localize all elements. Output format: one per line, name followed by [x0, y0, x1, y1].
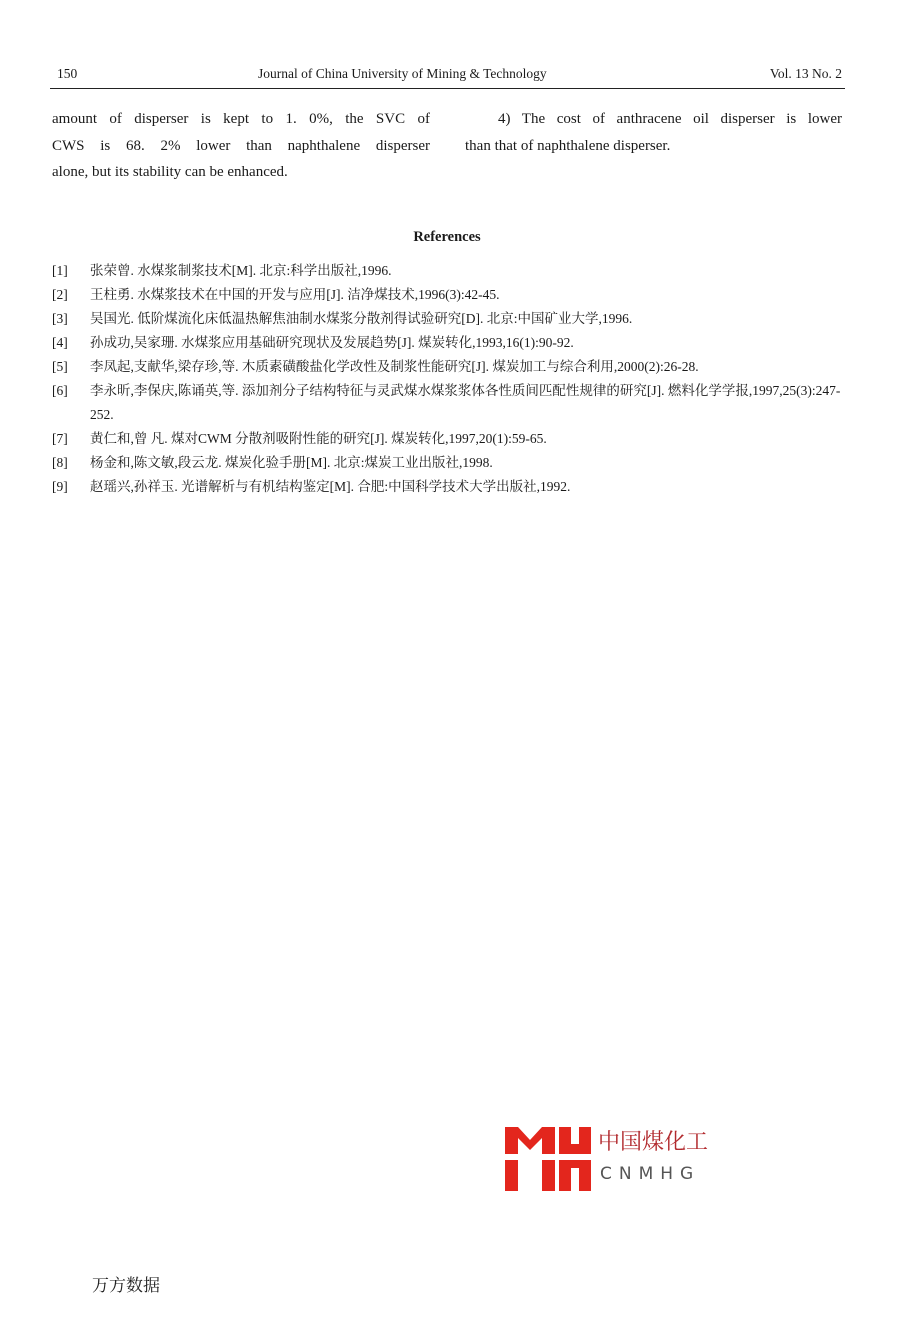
reference-text: 黄仁和,曾 凡. 煤对CWM 分散剂吸附性能的研究[J]. 煤炭转化,1997,20(1):59-65. — [90, 431, 547, 446]
reference-text: 李永昕,李保庆,陈诵英,等. 添加剂分子结构特征与灵武煤水煤浆浆体各性质间匹配性规律的研究[J]. 燃料化学学报,1997,25(3):247-252. — [90, 383, 841, 422]
body-line: than that of naphthalene disperser. — [465, 137, 671, 154]
reference-item — [52, 379, 842, 427]
reference-list — [52, 259, 842, 499]
reference-label: [1] — [52, 263, 68, 278]
logo-chinese-name: 中国煤化工 — [598, 1130, 709, 1155]
reference-item — [52, 259, 842, 283]
reference-label: [3] — [52, 311, 68, 326]
body-line: 4) The cost of anthracene oil disperser is lower — [498, 111, 842, 127]
running-header — [50, 64, 842, 84]
journal-title: Journal of China University of Mining & Technology — [258, 66, 547, 81]
reference-item — [52, 475, 842, 499]
reference-label: [4] — [52, 335, 68, 350]
reference-item — [52, 427, 842, 451]
mh-logo-icon — [505, 1127, 591, 1191]
references-heading: References — [413, 229, 481, 245]
reference-text: 吴国光. 低阶煤流化床低温热解焦油制水煤浆分散剂得试验研究[D]. 北京:中国矿业大学,1996. — [90, 311, 633, 326]
body-right-column — [465, 106, 842, 159]
reference-label: [5] — [52, 359, 68, 374]
page-number: 150 — [57, 66, 78, 81]
reference-label: [9] — [52, 479, 68, 494]
reference-label: [7] — [52, 431, 68, 446]
reference-label: [6] — [52, 383, 68, 398]
reference-label: [8] — [52, 455, 68, 470]
reference-text: 杨金和,陈文敏,段云龙. 煤炭化验手册[M]. 北京:煤炭工业出版社,1998. — [90, 455, 493, 470]
reference-item — [52, 331, 842, 355]
reference-item — [52, 451, 842, 475]
reference-text: 李凤起,支献华,梁存珍,等. 木质素磺酸盐化学改性及制浆性能研究[J]. 煤炭加工与综合利用,2000(2):26-28. — [90, 359, 699, 374]
reference-item — [52, 307, 842, 331]
reference-item — [52, 283, 842, 307]
reference-item — [52, 355, 842, 379]
body-left-column — [52, 106, 430, 186]
wanfang-watermark: 万方数据 — [92, 1276, 160, 1296]
logo-english-name: CNMHG — [600, 1164, 701, 1184]
header-rule — [50, 88, 845, 89]
body-line: alone, but its stability can be enhanced. — [52, 164, 288, 180]
reference-text: 张荣曾. 水煤浆制浆技术[M]. 北京:科学出版社,1996. — [90, 263, 392, 278]
cnmhg-logo — [505, 1127, 720, 1193]
reference-text: 赵瑶兴,孙祥玉. 光谱解析与有机结构鉴定[M]. 合肥:中国科学技术大学出版社,1992. — [90, 479, 571, 494]
body-line: CWS is 68. 2% lower than naphthalene disperser — [52, 137, 430, 154]
volume-issue: Vol. 13 No. 2 — [769, 66, 842, 81]
reference-text: 孙成功,吴家珊. 水煤浆应用基础研究现状及发展趋势[J]. 煤炭转化,1993,16(1):90-92. — [90, 335, 574, 350]
body-line: amount of disperser is kept to 1. 0%, the SVC of — [52, 111, 430, 127]
reference-label: [2] — [52, 287, 68, 302]
reference-text: 王柱勇. 水煤浆技术在中国的开发与应用[J]. 洁净煤技术,1996(3):42-45. — [90, 287, 500, 302]
